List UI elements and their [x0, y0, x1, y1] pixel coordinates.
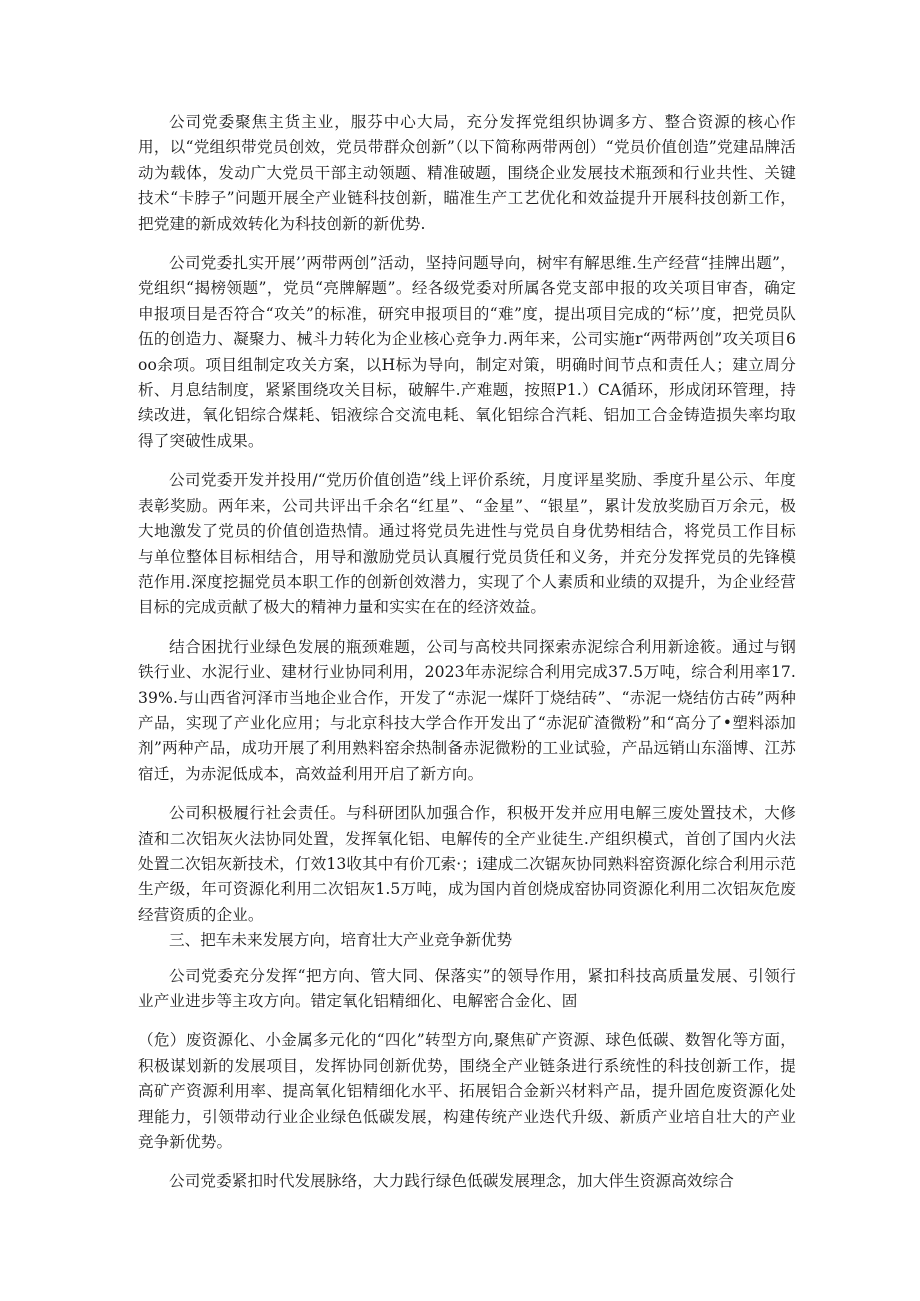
section-heading-three: 三、把车未来发展方向，培育壮大产业竞争新优势	[169, 931, 513, 950]
paragraph-two-lead-two-create: 公司党委扎实开展’’两带两创”活动，坚持问题导向，树牢有解思维.生产经营“挂牌出题”，党组织“揭榜领题”，党员“亮牌解题”。经各级党委对所属各党支部申报的攻关项目审杳，确定申报项目是否符合“攻关”的标准，研究申报项目的“难”度，提出项目完成的“标’’度，把党员队伍的创造力、凝聚力、械斗力转化为企业核心竞争力.两年来，公司实施r“两带两创”攻关项目6oo余项。项目组制定攻关方案，以H标为导向，制定对策，明确时间节点和责任人；建立周分析、月息结制度，紧紧围绕攻关目标，破解牛.产难题，按照P1.）CA循环，形成闭环管理，持续改进，氧化铝综合煤耗、铝液综合交流电耗、氧化铝综合汽耗、铝加工合金铸造损失率均取得了突破性成果。	[138, 254, 796, 450]
paragraph-social-responsibility: 公司积极履行社会责任。与科研团队加强合作，积极开发并应用电解三废处置技术，大修渣和二次铝灰火法协同处置，发挥氧化铝、电解传的全产业徒生.产组织模式，首创了国内火法处置二次铝灰新技术，仃效13收其中有价兀索·；i建成二次锯灰协同熟料窑资源化综合利用示范生产级，年可资源化利用二次铝灰1.5万吨，成为国内首创烧成窑协同资源化利用二次铝灰危废经营资质的企业。	[138, 804, 796, 924]
paragraph-party-committee-focus: 公司党委聚焦主货主业，服芬中心大局，充分发挥党组织协调多方、整合资源的核心作用，以“党组织带党员创效，党员带群众创新”（以下简称两带两创）“党员价值创造”党建品牌活动为载体，发动广大党员干部主动领题、精准破题，围绕企业发展技术瓶颈和行业共性、关键技术“卡脖子”问题开展全产业链科技创新，瞄准生产工艺优化和效益提升开展科技创新工作，把党建的新成效转化为科技创新的新优势.	[138, 113, 796, 233]
paragraph-red-mud-utilization: 结合困扰行业绿色发展的瓶颈难题，公司与高校共同探索赤泥综合利用新途筱。通过与钢铁行业、水泥行业、建材行业协同利用，2023年赤泥综合利用完成37.5万吨，综合利用率17.39%.与山西省河泽市当地企业合作，开发了“赤泥一煤阡丁烧结砖”、“赤泥一烧结仿古砖”两种产品，实现了产业化应用；与北京科技大学合作开发出了“赤泥矿渣微粉”和“高分了•塑料添加剂”两种产品，成功开展了利用熟料窑余热制备赤泥微粉的工业试验，产品远销山东淄博、江苏宿迁，为赤泥低成本，高效益利用开启了新方向。	[138, 637, 796, 783]
paragraph-value-evaluation-system: 公司党委开发并投用/“党历价值创造”线上评价系统，月度评星奖励、季度升星公示、年度表彰奖励。两年来，公司共评出千余名“红星”、“金星”、“银星”，累计发放奖励百万余元，极大地激发了党员的价值创造热情。通过将党员先进性与党员自身优势相结合，将党员工作目标与单位整体目标相结合，用导和激励党员认真履行党员货任和义务，并充分发挥党员的先锋模范作用.深度挖掘党员本职工作的创新创效潜力，实现了个人素质和业绩的双提升，为企业经营目标的完成贡献了极大的精神力量和实实在在的经济效益。	[138, 471, 796, 617]
paragraph-leadership-role-part1: 公司党委充分发挥“把方向、管大同、保落实”的领导作用，紧扣科技高质量发展、引领行业产业进步等主攻方向。错定氧化铝精细化、电解密合金化、固	[138, 966, 796, 1010]
document-body	[138, 110, 796, 1195]
paragraph-green-development: 公司党委紧扣时代发展脉络，大力践行绿色低碳发展理念，加大伴生资源高效综合	[169, 1172, 734, 1191]
paragraph-leadership-role-part2: （危）废资源化、小金属多元化的“四化”转型方向,聚焦矿产资源、球色低碳、数智化等方面，积极谋划新的发展项目，发挥协同创新优势，围绕全产业链条进行系统性的科技创新工作，提高矿产资源利用率、提高氧化铝精细化水平、拓展铝合金新兴材料产品，提升固危废资源化处理能力，引领带动行业企业绿色低碳发展，构建传统产业迭代升级、新质产业培自壮大的产业竞争新优势。	[138, 1031, 796, 1152]
